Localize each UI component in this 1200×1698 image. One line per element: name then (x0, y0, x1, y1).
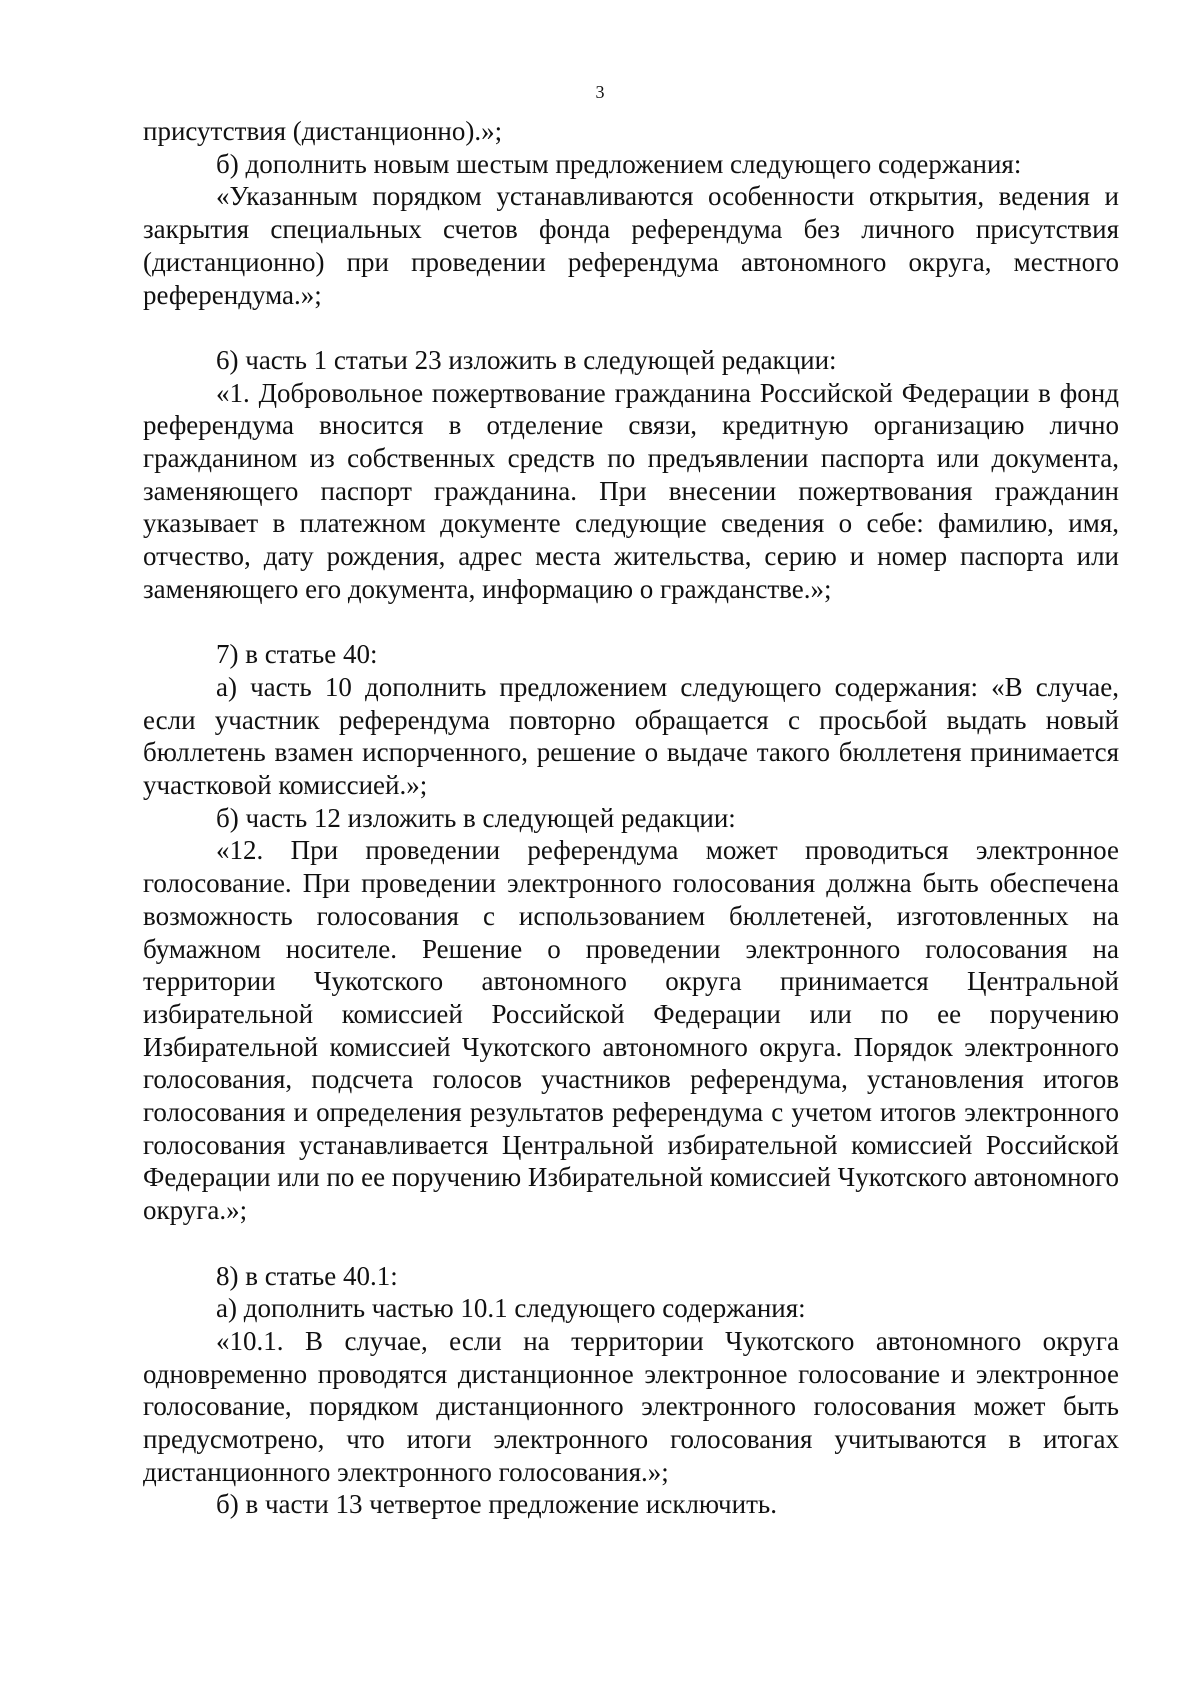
paragraph-item-7: 7) в статье 40: (216, 639, 378, 670)
paragraph-quote: «Указанным порядком устанавливаются особенности открытия, ведения и закрытия специальных счетов фонда референдума без личного присутствия (дистанционно) при проведении референдума автономного округа, местного референдума.»; (143, 181, 1119, 310)
paragraph-item-b: б) в части 13 четвертое предложение исключить. (216, 1489, 777, 1520)
paragraph-item-a: а) дополнить частью 10.1 следующего содержания: (216, 1293, 806, 1324)
page-number: 3 (595, 82, 605, 102)
paragraph-quote: «1. Добровольное пожертвование гражданина Российской Федерации в фонд референдума вносится в отделение связи, кредитную организацию лично гражданином из собственных средств по предъявлении паспорта или документа, заменяющего паспорт гражданина. При внесении пожертвования гражданин указывает в платежном документе следующие сведения о себе: фамилию, имя, отчество, дату рождения, адрес места жительства, серию и номер паспорта или заменяющего его документа, информацию о гражданстве.»; (143, 377, 1119, 604)
paragraph-continuation: присутствия (дистанционно).»; (143, 116, 503, 146)
paragraph-item-a: а) часть 10 дополнить предложением следующего содержания: «В случае, если участник референдума повторно обращается с просьбой выдать новый бюллетень взамен испорченного, решение о выдаче такого бюллетеня принимается участковой комиссией.»; (143, 671, 1119, 801)
paragraph-quote: «10.1. В случае, если на территории Чукотского автономного округа одновременно проводятся дистанционное электронное голосование и электронное голосование, порядком дистанционного электронного голосования может быть предусмотрено, что итоги электронного голосования учитываются в итогах дистанционного электронного голосования.»; (143, 1325, 1119, 1487)
document-body (143, 115, 1119, 1521)
paragraph-item-6: 6) часть 1 статьи 23 изложить в следующей редакции: (216, 344, 837, 375)
paragraph-item-8: 8) в статье 40.1: (216, 1260, 398, 1291)
paragraph-item-b: б) дополнить новым шестым предложением следующего содержания: (216, 148, 1022, 179)
paragraph-quote: «12. При проведении референдума может проводиться электронное голосование. При проведении электронного голосования должна быть обеспечена возможность голосования с использованием бюллетеней, изготовленных на бумажном носителе. Решение о проведении электронного голосования на территории Чукотского автономного округа принимается Центральной избирательной комиссией Российской Федерации или по ее поручению Избирательной комиссией Чукотского автономного округа. Порядок электронного голосования, подсчета голосов участников референдума, установления итогов голосования и определения результатов референдума с учетом итогов электронного голосования устанавливается Центральной избирательной комиссией Российской Федерации или по ее поручению Избирательной комиссией Чукотского автономного округа.»; (143, 835, 1119, 1226)
paragraph-item-b: б) часть 12 изложить в следующей редакции: (216, 802, 736, 833)
